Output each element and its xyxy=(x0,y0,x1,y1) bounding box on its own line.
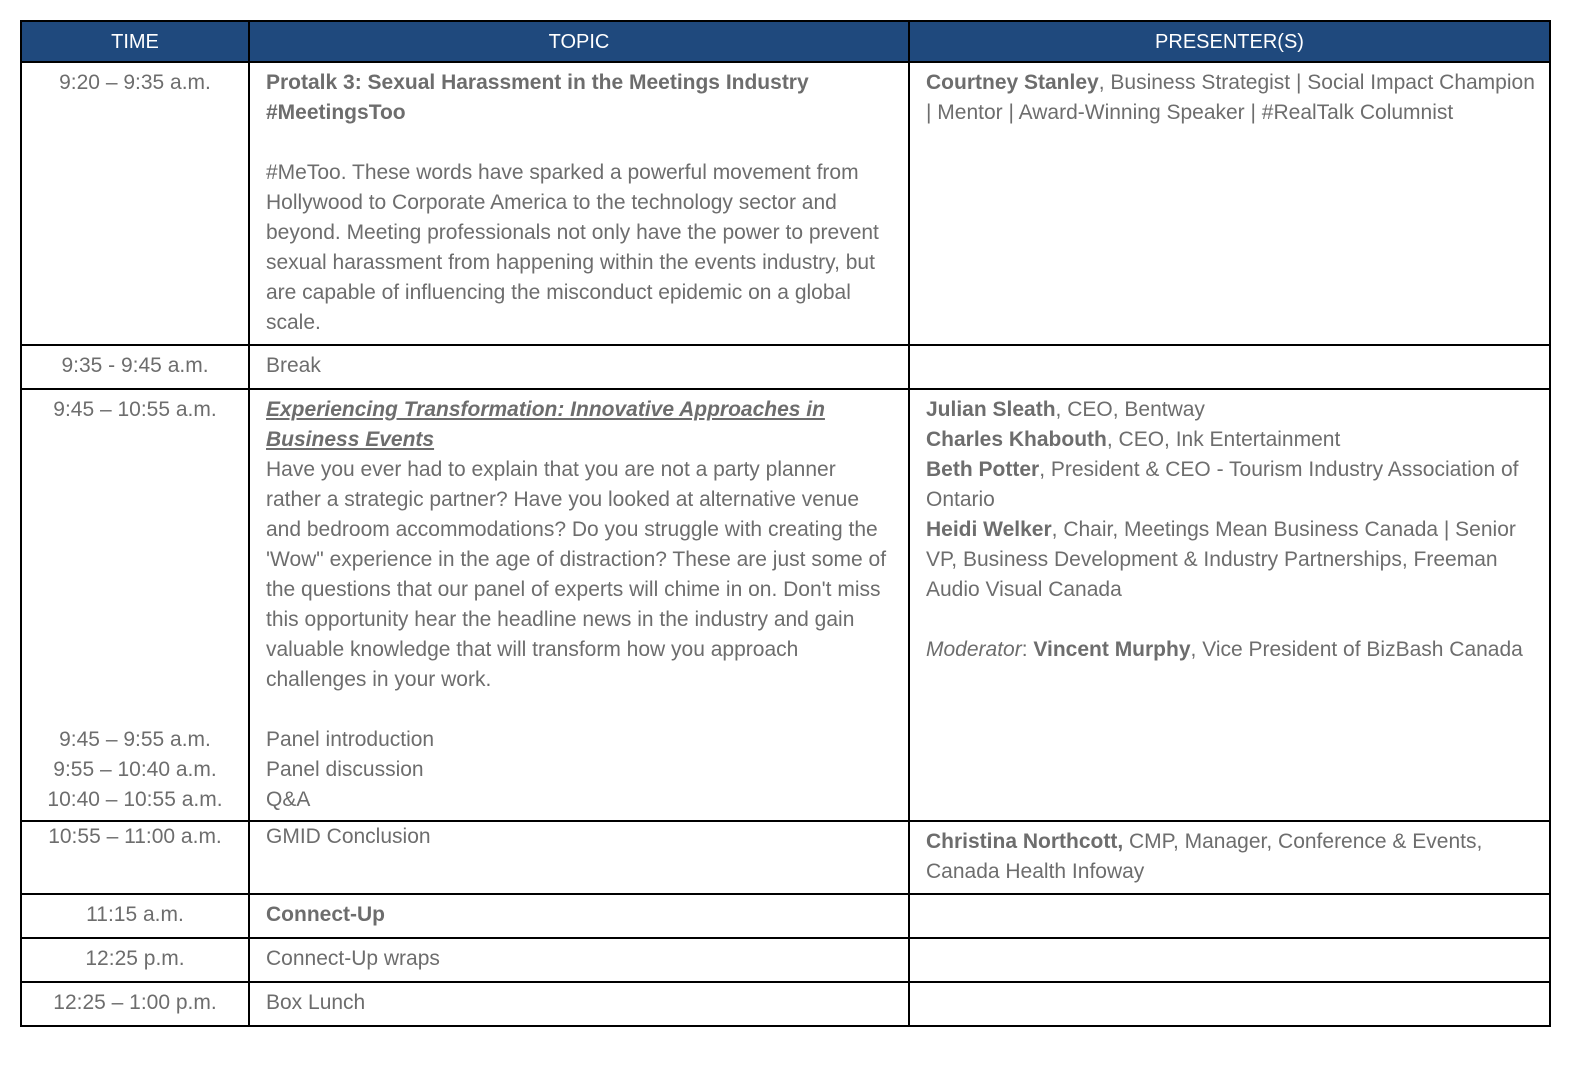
moderator-sep: : xyxy=(1021,638,1034,661)
presenter-name: Charles Khabouth xyxy=(926,428,1107,451)
sub-item-time: 9:45 – 9:55 a.m. xyxy=(59,728,211,751)
row-presenters xyxy=(909,345,1550,389)
row-presenters xyxy=(909,389,1550,821)
header-presenters: PRESENTER(S) xyxy=(909,21,1550,62)
row-topic: Connect-Up xyxy=(249,894,909,938)
row-topic: GMID Conclusion xyxy=(249,821,909,894)
presenter xyxy=(926,395,1535,425)
table-row xyxy=(21,345,1550,389)
table-row xyxy=(21,894,1550,938)
row-presenters xyxy=(909,62,1550,345)
presenter-detail: , CEO, Ink Entertainment xyxy=(1106,428,1341,451)
row-topic: Break xyxy=(249,345,909,389)
header-time: TIME xyxy=(21,21,249,62)
header-topic: TOPIC xyxy=(249,21,909,62)
presenter-detail: , CEO, Bentway xyxy=(1055,398,1205,421)
sub-item-label: Panel discussion xyxy=(266,758,424,781)
moderator xyxy=(926,635,1535,665)
presenter-detail: , Chair, Meetings Mean Business Canada | Senior VP, Business Development & Industry Partnerships, Freeman Audio Visual Canada xyxy=(926,518,1516,601)
row-time: 11:15 a.m. xyxy=(21,894,249,938)
header-row xyxy=(21,21,1550,62)
row-presenters xyxy=(909,938,1550,982)
table-row xyxy=(21,982,1550,1026)
table-row xyxy=(21,938,1550,982)
row-topic xyxy=(249,62,909,345)
row-topic: Connect-Up wraps xyxy=(249,938,909,982)
sub-item-time: 9:55 – 10:40 a.m. xyxy=(53,758,217,781)
presenter-detail: CMP, Manager, Conference & Events, Canada Health Infoway xyxy=(926,830,1483,883)
row-time: 9:20 – 9:35 a.m. xyxy=(21,62,249,345)
presenter-name: Julian Sleath xyxy=(926,398,1056,421)
session-time: 9:45 – 10:55 a.m. xyxy=(53,398,217,421)
presenter-detail: , Business Strategist | Social Impact Champion | Mentor | Award-Winning Speaker | #RealTalk Columnist xyxy=(926,71,1535,124)
row-topic xyxy=(249,389,909,821)
moderator-name: Vincent Murphy xyxy=(1033,638,1191,661)
row-time: 10:55 – 11:00 a.m. xyxy=(21,821,249,894)
table-row xyxy=(21,821,1550,894)
topic-title-link[interactable]: Experiencing Transformation: Innovative Approaches in Business Events xyxy=(266,398,825,451)
sub-item-time: 10:40 – 10:55 a.m. xyxy=(47,788,223,811)
row-time xyxy=(21,389,249,821)
row-presenters xyxy=(909,894,1550,938)
row-topic: Box Lunch xyxy=(249,982,909,1026)
presenter-detail: , President & CEO - Tourism Industry Association of Ontario xyxy=(926,458,1519,511)
row-time: 12:25 – 1:00 p.m. xyxy=(21,982,249,1026)
row-time: 12:25 p.m. xyxy=(21,938,249,982)
sub-item-label: Q&A xyxy=(266,788,311,811)
topic-description: #MeToo. These words have sparked a powerful movement from Hollywood to Corporate America to the technology sector and beyond. Meeting professionals not only have the power to prevent sexual harassment from happening within the events industry, but are capable of influencing the misconduct epidemic on a global scale. xyxy=(266,161,879,334)
moderator-detail: , Vice President of BizBash Canada xyxy=(1190,638,1523,661)
presenter-name: Beth Potter xyxy=(926,458,1040,481)
table-row xyxy=(21,389,1550,821)
presenter xyxy=(926,425,1535,455)
row-presenters xyxy=(909,982,1550,1026)
presenter-name: Christina Northcott, xyxy=(926,830,1124,853)
agenda-table xyxy=(20,20,1551,1027)
presenter xyxy=(926,515,1535,605)
topic-description: Have you ever had to explain that you are not a party planner rather a strategic partner? Have you looked at alternative venue and bedroom accommodations? Do you struggle with creating the 'Wow" experience in the age of distraction? These are just some of the questions that our panel of experts will chime in on. Don't miss this opportunity hear the headline news in the industry and gain valuable knowledge that will transform how you approach challenges in your work. xyxy=(266,458,887,691)
presenter xyxy=(926,455,1535,515)
presenter-name: Heidi Welker xyxy=(926,518,1052,541)
topic-title-hashtag: #MeetingsToo xyxy=(266,101,406,124)
table-row xyxy=(21,62,1550,345)
moderator-label: Moderator xyxy=(926,638,1022,661)
sub-item-label: Panel introduction xyxy=(266,728,435,751)
row-presenters xyxy=(909,821,1550,894)
topic-title: Protalk 3: Sexual Harassment in the Meetings Industry xyxy=(266,71,809,94)
row-time: 9:35 - 9:45 a.m. xyxy=(21,345,249,389)
presenter-name: Courtney Stanley xyxy=(926,71,1099,94)
